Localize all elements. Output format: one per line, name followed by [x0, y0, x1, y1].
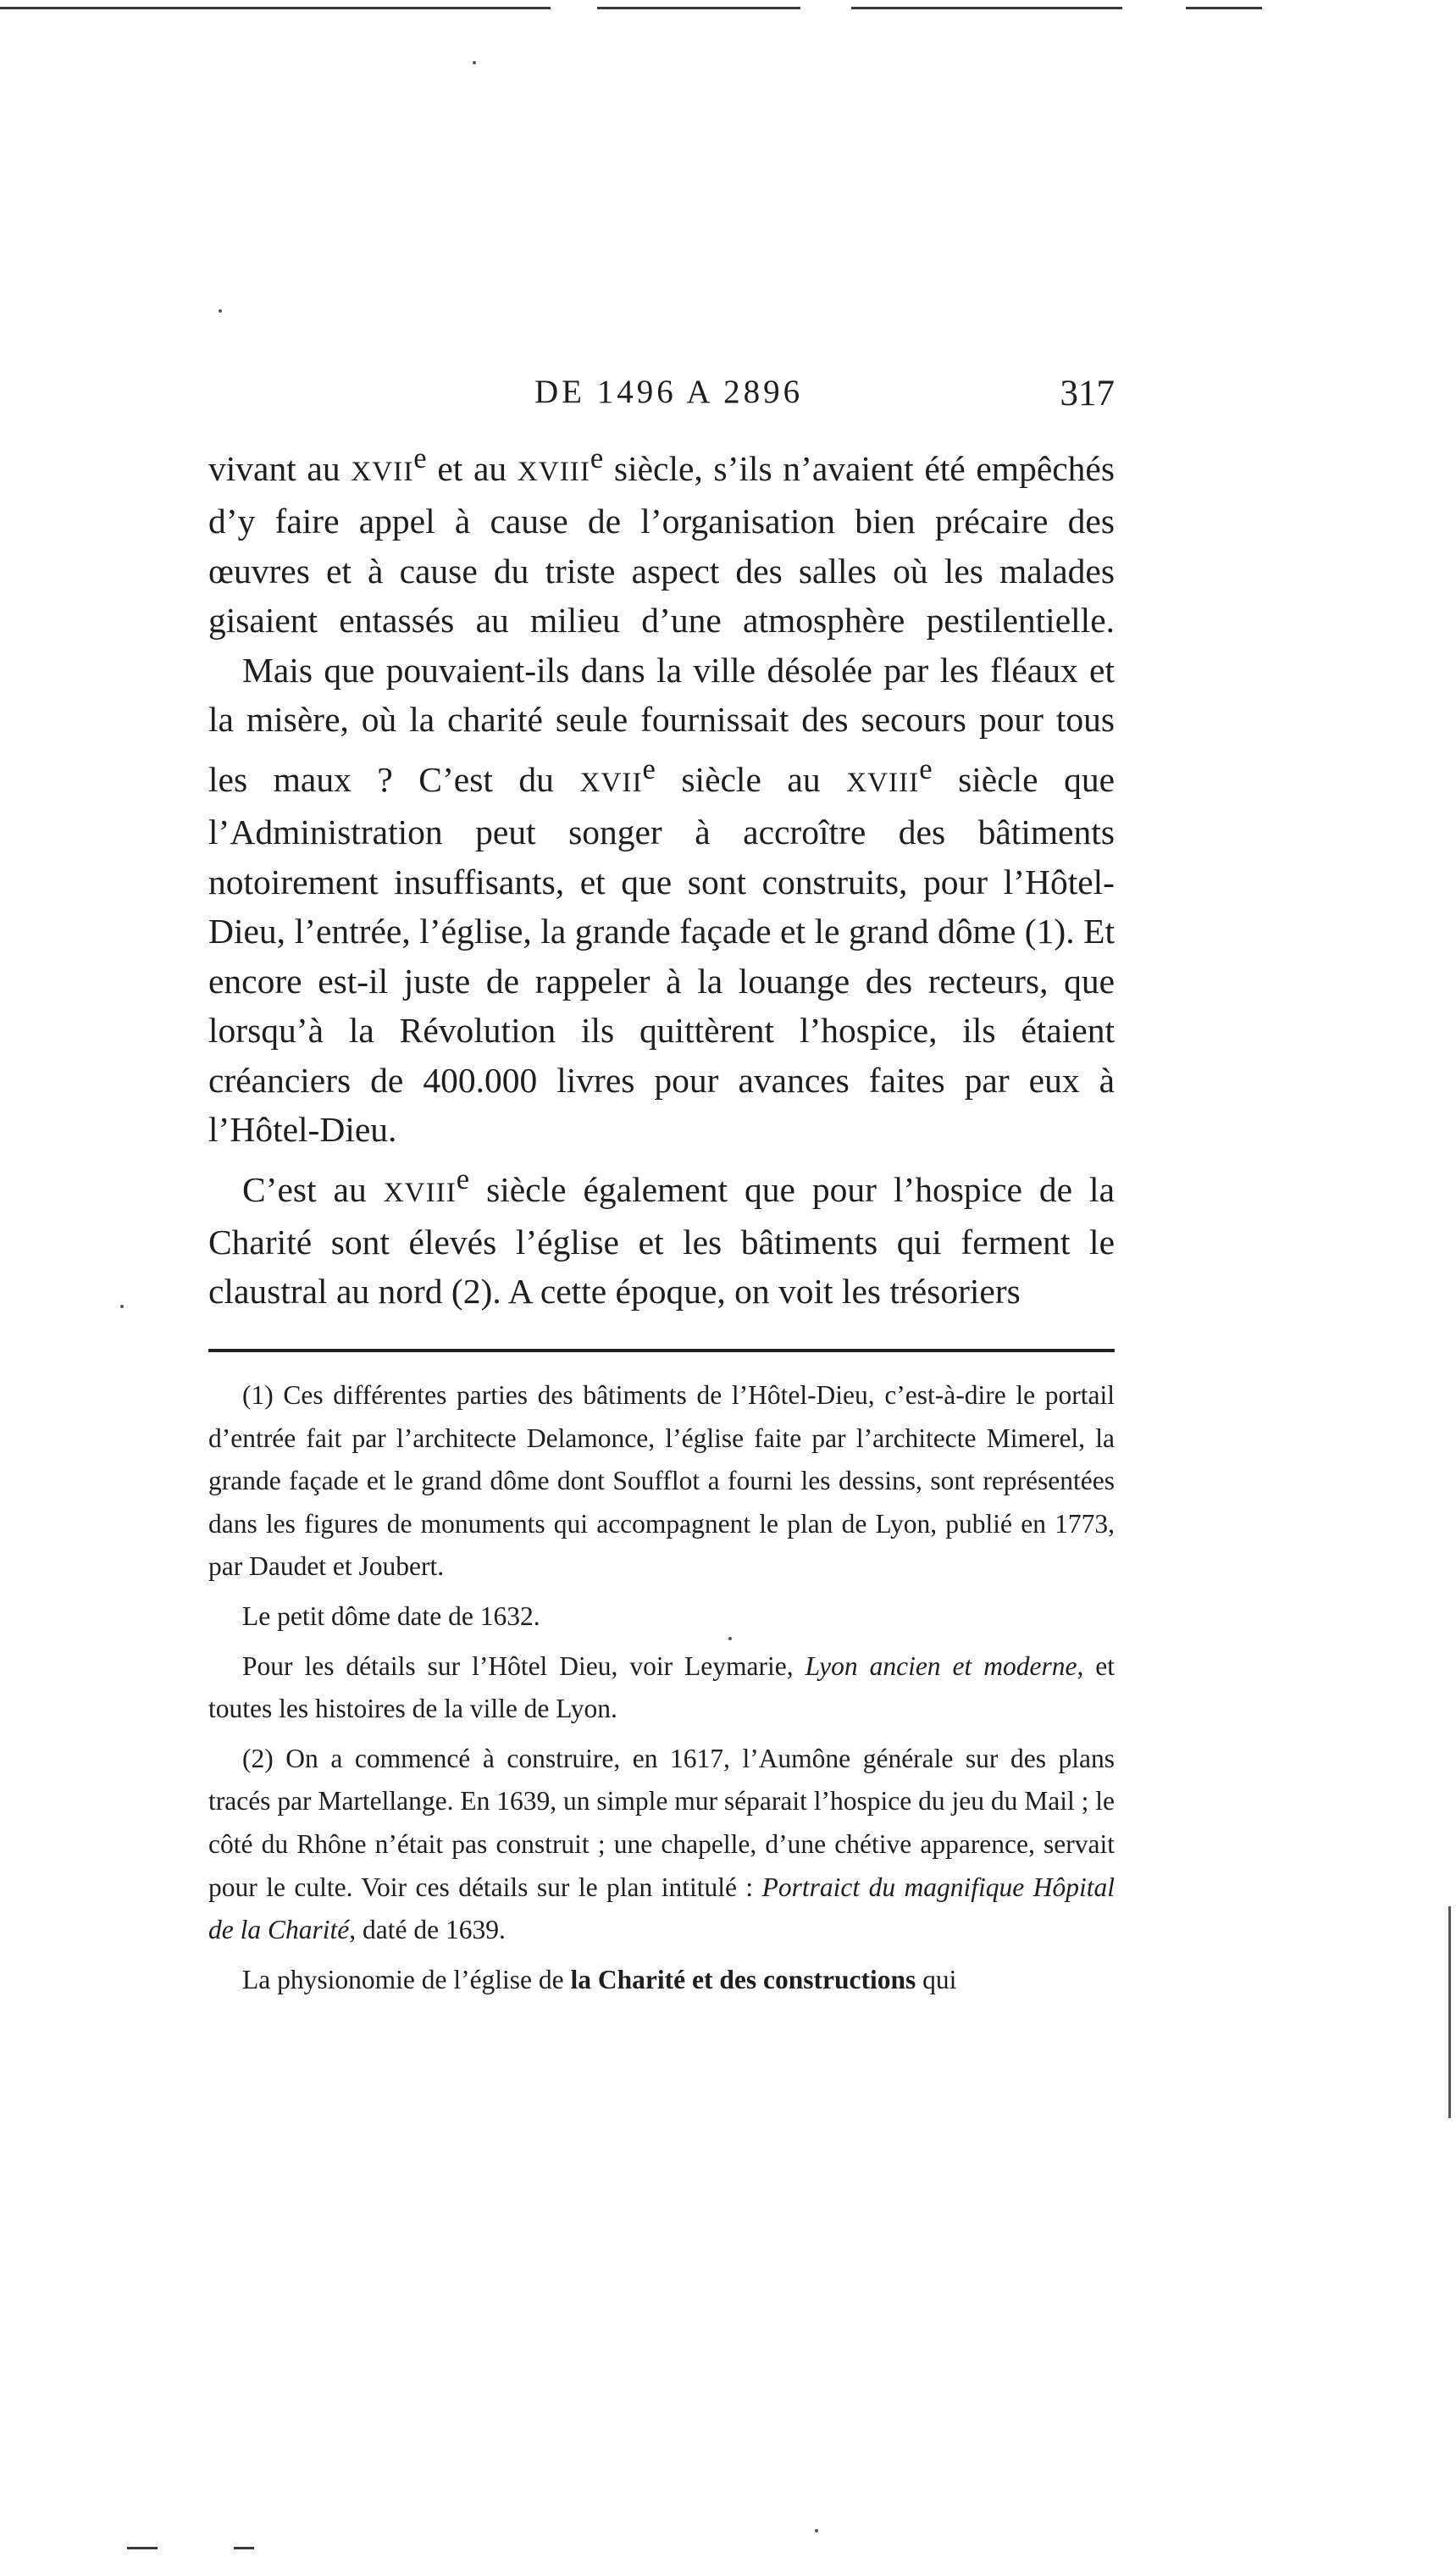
text-run: siècle que l’Administration peut songer à accroître des bâtiments notoirement insuffisants, et que sont construits, pour l’Hôtel-Dieu, l’entrée, l’église, la grande façade et le grand dôme (1). Et encore est-il juste de rappeler à la louange des recteurs, que lorsqu’à la Révolution ils quittèrent l’hospice, ils étaient créanciers de 400.000 livres pour avances faites par eux à l’Hôtel-Dieu. [208, 759, 1116, 1150]
text-run: (2) On a commencé à construire, en 1617, l’Aumône générale sur des plans tracés par Martellange. En 1639, un simple mur séparait l’hospice du jeu du Mail ; le côté du Rhône n’était pas construit ; une chapelle, d’une chétive apparence, servait pour le culte. Voir ces détails sur le plan intitulé : [208, 1743, 1115, 1902]
book-title: Lyon ancien et moderne [805, 1650, 1077, 1681]
paragraph [208, 646, 1115, 1155]
superscript: e [642, 752, 656, 785]
small-caps-numeral: XVII [579, 766, 643, 798]
scan-edge-rule [127, 2547, 158, 2549]
small-caps-numeral: XVIII [517, 455, 590, 487]
scan-edge-rule [851, 7, 1122, 9]
plan-title: Portraict du magnifique Hôpital de la Charité [208, 1872, 1116, 1945]
footnote-note-details [208, 1645, 1115, 1731]
scan-edge-rule [0, 7, 551, 9]
superscript: e [413, 442, 427, 474]
scan-edge-rule [597, 7, 800, 9]
footnote-note-petit-dome: Le petit dôme date de 1632. [242, 1600, 540, 1631]
footnote-rule [208, 1349, 1115, 1352]
footnote-2 [208, 1738, 1115, 1952]
text-run: siècle, s’ils n’avaient été empêchés d’y faire appel à cause de l’organisation bien précaire des œuvres et à cause du triste aspect des salles où les malades gisaient entassés au milieu d’une atmosphère pestilentielle. [208, 448, 1115, 641]
scan-edge-mark [1448, 1906, 1451, 2118]
bold-text: la Charité et des constructions [570, 1964, 916, 1994]
text-run: Pour les détails sur l’Hôtel Dieu, voir Leymarie, [242, 1650, 806, 1681]
footnote-continuation [208, 1959, 1115, 2002]
text-run: , daté de 1639. [349, 1915, 506, 1945]
running-head [208, 373, 1115, 424]
running-title: DE 1496 A 2896 [534, 374, 804, 410]
footnote-1: (1) Ces différentes parties des bâtiments de l’Hôtel-Dieu, c’est-à-dire le portail d’entrée fait par l’architecte Delamonce, l’église faite par l’architecte Mimerel, la grande façade et le grand dôme dont Soufflot a fourni les dessins, sont représentées dans les figures de monuments qui accompagnent le plan de Lyon, publié en 1773, par Daudet et Joubert. [208, 1380, 1115, 1582]
small-caps-numeral: XVIII [846, 766, 920, 798]
small-caps-numeral: XVII [351, 455, 414, 487]
text-run: C’est au [242, 1169, 384, 1209]
text-run: , et toutes les histoires de la ville de Lyon. [208, 1650, 1116, 1724]
text-run: Mais que pouvaient-ils dans la ville désolée par les fléaux et la misère, où la charité seule fournissait des secours pour tous les maux ? C’est du [208, 650, 1115, 799]
footnotes [208, 1374, 1115, 2001]
body-text [208, 434, 1115, 1317]
text-run: et au [426, 448, 518, 488]
scan-speck [473, 61, 476, 64]
paragraph [208, 434, 1115, 646]
superscript: e [456, 1162, 470, 1195]
scan-edge-rule [1186, 7, 1262, 9]
scan-speck [120, 1305, 124, 1308]
superscript: e [919, 752, 933, 785]
small-caps-numeral: XVIII [383, 1176, 457, 1208]
scan-edge-rule [234, 2547, 254, 2549]
scan-speck [815, 2529, 818, 2532]
paragraph [208, 1155, 1115, 1317]
superscript: e [590, 442, 604, 474]
text-run: vivant au [208, 448, 352, 488]
text-run: siècle également que pour l’hospice de la Charité sont élevés l’église et les bâtiments qui ferment le claustral au nord (2). A cette époque, on voit les trésoriers [208, 1169, 1115, 1312]
text-run: qui [916, 1964, 957, 1994]
scan-speck [219, 309, 222, 313]
text-run: siècle au [655, 759, 847, 799]
text-run: La physionomie de l’église de [242, 1964, 571, 1994]
page-number: 317 [1060, 374, 1115, 413]
